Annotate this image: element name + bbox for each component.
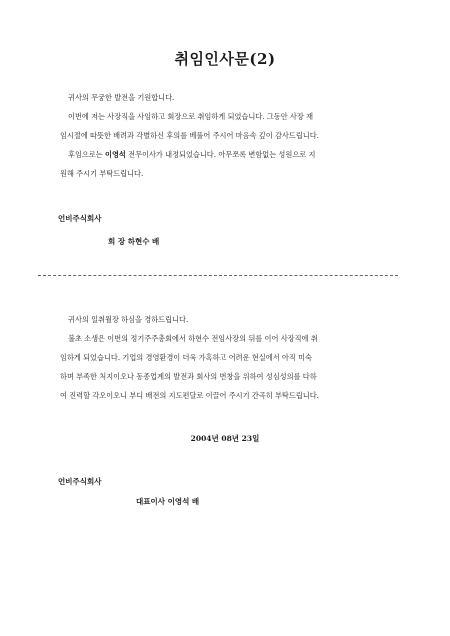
successor-name: 이영석: [105, 150, 126, 159]
section1-body: [60, 88, 396, 183]
section1-signer: 회 장 하현수 배: [108, 237, 160, 246]
section1-greeting: 귀사의 무궁한 발전을 기원합니다.: [68, 93, 175, 102]
section2-line: 여 진력할 각오이오니 부디 배전의 지도편달로 이끌어 주시기 간곡히 부탁드립니다.: [60, 391, 319, 400]
section2-line: 불초 소생은 이번의 정기주주총회에서 하현수 전임사장의 뒤를 이어 사장직에 취: [68, 334, 318, 343]
section1-line: 이번에 저는 사장직을 사임하고 회장으로 취임하게 되었습니다. 그동안 사장 재: [68, 112, 314, 121]
document-date: 2004년 08년 23일: [190, 434, 260, 443]
section2-line: 하며 부족한 처지이오나 동종업계의 발전과 회사의 번창을 위하여 성심성의를 다하: [60, 372, 317, 381]
successor-intro: 후임으로는: [68, 150, 106, 159]
section-divider: [38, 275, 398, 276]
section2-greeting: 귀사의 일취월장 하심을 경하드립니다.: [68, 315, 189, 324]
section2-line: 임하게 되었습니다. 기업의 경영환경이 더욱 가혹하고 어려운 현실에서 아직 미숙: [60, 353, 312, 362]
section1-line: [60, 145, 396, 164]
section1-line: 원해 주시기 부탁드립니다.: [60, 169, 144, 178]
section2-company: 언비주식회사: [58, 477, 102, 486]
successor-rest: 전무이사가 내정되었습니다. 아무쪼록 변함없는 성원으로 지: [125, 150, 316, 159]
document-title: 취임인사문(2): [174, 50, 276, 68]
section2-signer: 대표이사 이영석 배: [136, 497, 200, 506]
section1-company: 언비주식회사: [58, 214, 102, 223]
section2-body: [60, 310, 396, 405]
section1-line: 임시절에 따뜻한 배려과 각별하신 후의를 베풀어 주시어 마음속 깊이 감사드립니다.: [60, 131, 319, 140]
